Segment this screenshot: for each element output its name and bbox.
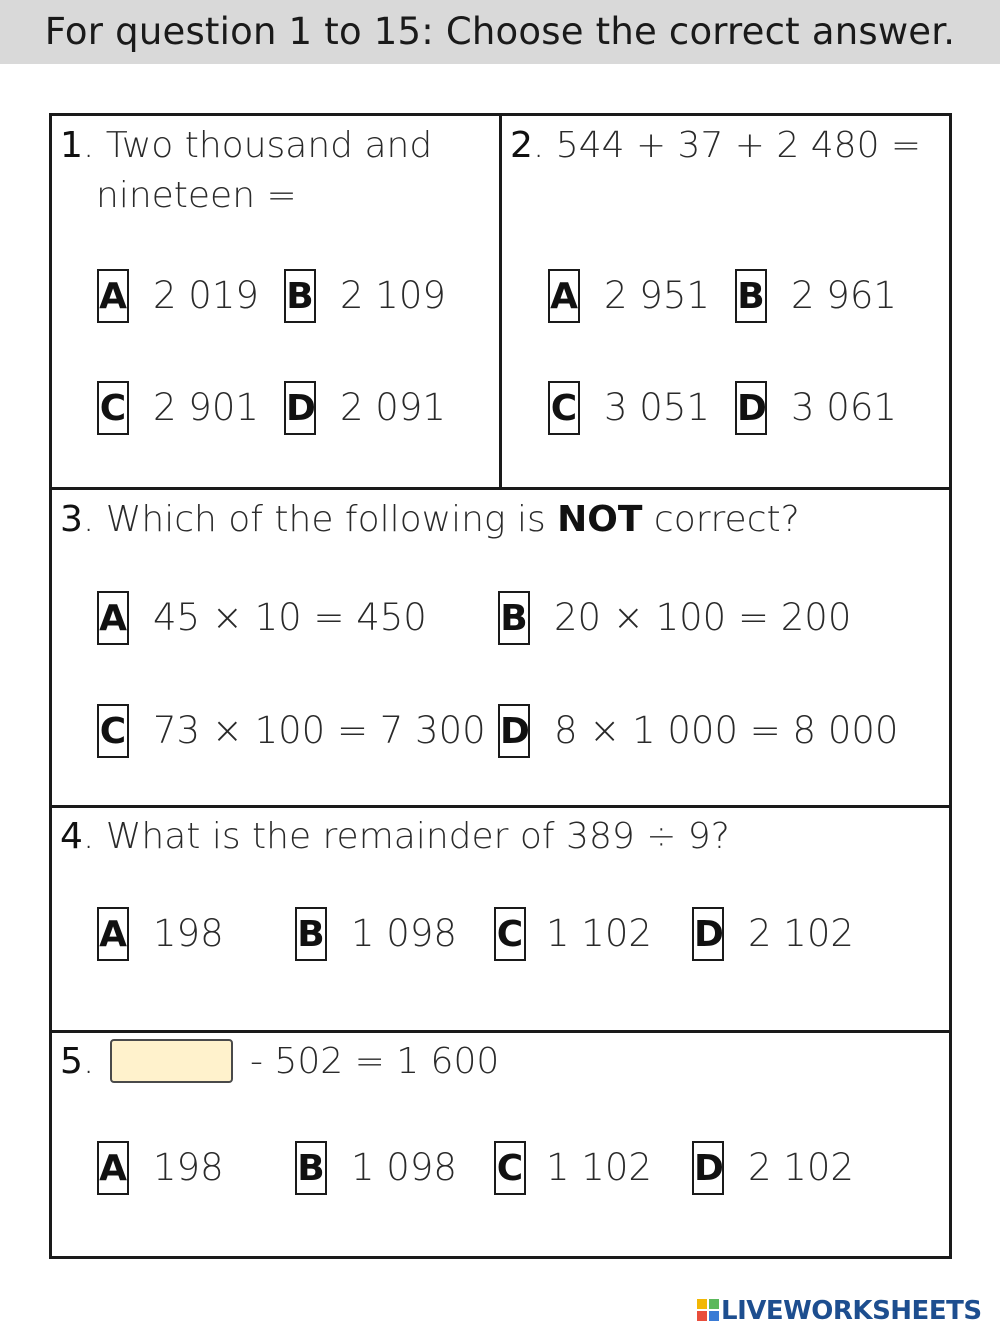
brand-name: LIVEWORKSHEETS	[721, 1296, 982, 1326]
option-letter: B	[295, 907, 327, 961]
option-value: 1 102	[546, 1146, 652, 1189]
option-value: 1 098	[351, 1146, 457, 1189]
divider	[52, 805, 949, 808]
option-letter: A	[97, 591, 129, 645]
option-value: 2 019	[153, 274, 259, 317]
option-letter: A	[97, 269, 129, 323]
option-letter: A	[97, 1141, 129, 1195]
option-value: 2 102	[748, 1146, 854, 1189]
option-value: 2 951	[604, 274, 710, 317]
option-letter: D	[498, 704, 530, 758]
question-5-text: - 502 = 1 600	[250, 1041, 500, 1082]
option-letter: B	[735, 269, 767, 323]
option-letter: D	[692, 1141, 724, 1195]
option-value: 2 091	[340, 386, 446, 429]
option-letter: A	[548, 269, 580, 323]
option-value: 198	[153, 1146, 224, 1189]
question-1-text-line2: nineteen =	[96, 175, 297, 216]
option-value: 2 102	[748, 912, 854, 955]
option-value: 1 098	[351, 912, 457, 955]
option-value: 45 × 10 = 450	[153, 596, 427, 639]
option-letter: D	[735, 381, 767, 435]
option-value: 2 901	[153, 386, 259, 429]
liveworksheets-logo-icon	[697, 1299, 719, 1321]
option-value: 2 961	[791, 274, 897, 317]
option-letter: C	[97, 704, 129, 758]
option-value: 73 × 100 = 7 300	[153, 709, 486, 752]
option-value: 20 × 100 = 200	[554, 596, 852, 639]
question-number: 1	[60, 125, 83, 166]
option-letter: A	[97, 907, 129, 961]
option-letter: C	[97, 381, 129, 435]
option-letter: D	[692, 907, 724, 961]
question-number: 5	[60, 1041, 83, 1082]
question-4-text: 4. What is the remainder of 389 ÷ 9?	[60, 816, 730, 857]
option-letter: C	[494, 907, 526, 961]
option-value: 8 × 1 000 = 8 000	[554, 709, 899, 752]
option-letter: D	[284, 381, 316, 435]
emphasis-not: NOT	[557, 499, 643, 540]
option-value: 198	[153, 912, 224, 955]
option-letter: B	[295, 1141, 327, 1195]
option-letter: B	[284, 269, 316, 323]
question-5-number: 5.	[60, 1041, 95, 1082]
option-value: 1 102	[546, 912, 652, 955]
divider	[499, 116, 502, 490]
option-value: 3 051	[604, 386, 710, 429]
question-number: 3	[60, 499, 83, 540]
option-value: 2 109	[340, 274, 446, 317]
option-value: 3 061	[791, 386, 897, 429]
option-letter: C	[494, 1141, 526, 1195]
divider	[52, 1030, 949, 1033]
question-3-text: 3. Which of the following is NOT correct?	[60, 499, 800, 540]
question-2-text: 2. 544 + 37 + 2 480 =	[510, 125, 922, 166]
question-1-text: 1. Two thousand and	[60, 125, 433, 166]
option-letter: B	[498, 591, 530, 645]
option-letter: C	[548, 381, 580, 435]
question-number: 2	[510, 125, 533, 166]
question-number: 4	[60, 816, 83, 857]
instruction-text: For question 1 to 15: Choose the correct answer.	[44, 10, 956, 53]
instruction-bar	[0, 0, 1000, 64]
answer-blank-input[interactable]	[110, 1039, 233, 1083]
